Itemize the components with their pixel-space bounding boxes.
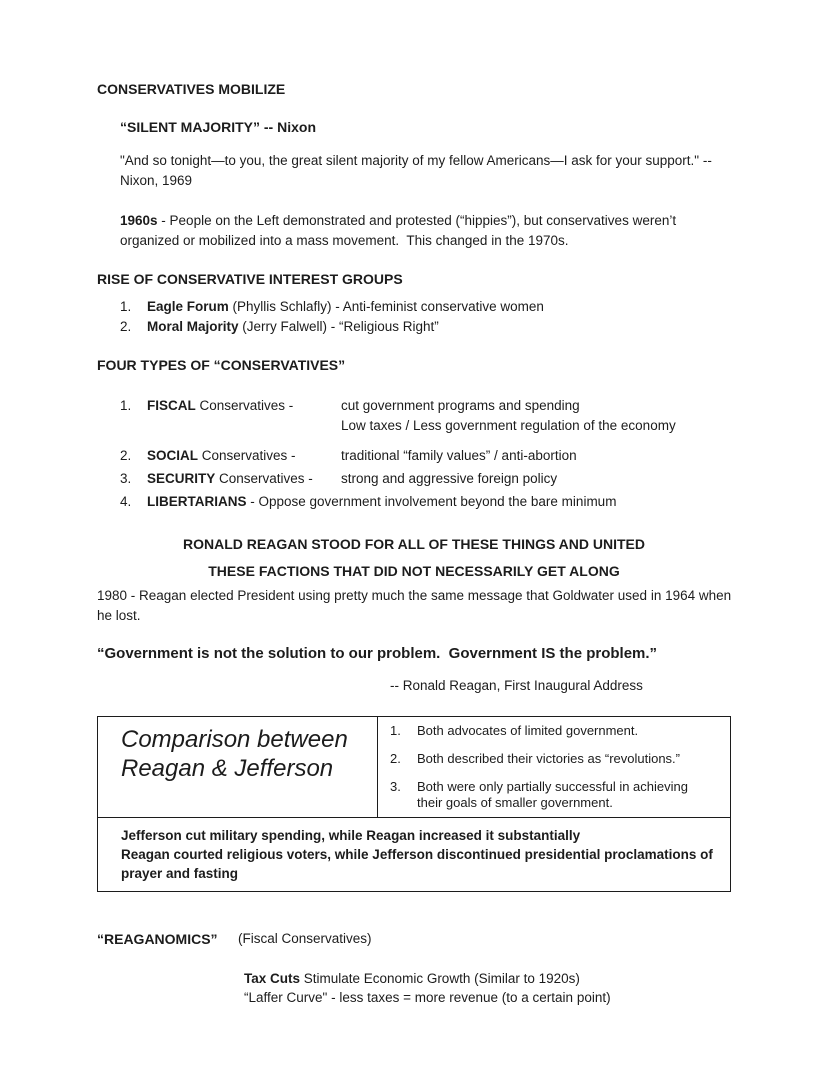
- nixon-quote: "And so tonight—to you, the great silent majority of my fellow Americans—I ask for your support." -- Nixon, 1969: [120, 153, 716, 188]
- comparison-differences-cell: [98, 818, 730, 891]
- list-number: 1.: [120, 299, 132, 314]
- conservative-type-item: [120, 396, 676, 436]
- comparison-table-top-row: [98, 717, 730, 818]
- notes-title: CONSERVATIVES MOBILIZE: [97, 81, 286, 97]
- interest-group-text: Eagle Forum (Phyllis Schlafly) - Anti-feminist conservative women: [147, 299, 544, 314]
- reaganomics-details: [244, 969, 611, 1007]
- inaugural-quote: “Government is not the solution to our problem. Government IS the problem.”: [97, 645, 658, 662]
- laffer-curve-line: “Laffer Curve" - less taxes = more revenue (to a certain point): [244, 990, 611, 1005]
- inaugural-attribution: -- Ronald Reagan, First Inaugural Address: [390, 678, 643, 693]
- comparison-title-cell: [98, 717, 378, 817]
- list-number: 2.: [120, 319, 132, 334]
- list-number: 3.: [390, 779, 401, 794]
- similarity-item: [390, 723, 724, 739]
- interest-groups-heading: RISE OF CONSERVATIVE INTEREST GROUPS: [97, 271, 403, 287]
- tax-cuts-line: Tax Cuts Stimulate Economic Growth (Similar to 1920s): [244, 971, 580, 986]
- list-number: 2.: [120, 448, 132, 463]
- type-label: SECURITY Conservatives -: [147, 471, 313, 486]
- election-1980-paragraph: 1980 - Reagan elected President using pretty much the same message that Goldwater used in 1964 when he lost.: [97, 588, 735, 623]
- list-number: 3.: [120, 471, 132, 486]
- list-number: 2.: [390, 751, 401, 766]
- type-label: LIBERTARIANS - Oppose government involvement beyond the bare minimum: [147, 494, 617, 509]
- reaganomics-heading: “REAGANOMICS”: [97, 931, 218, 947]
- type-label: SOCIAL Conservatives -: [147, 448, 296, 463]
- sixties-paragraph: [120, 211, 715, 251]
- interest-group-item: [120, 317, 439, 337]
- conservative-type-item: [120, 446, 577, 466]
- similarity-text: Both described their victories as “revolutions.”: [417, 751, 681, 766]
- list-number: 4.: [120, 494, 132, 509]
- comparison-title: Comparison between Reagan & Jefferson: [121, 726, 348, 782]
- similarity-item: [390, 779, 724, 811]
- list-number: 1.: [120, 398, 132, 413]
- conservative-type-item: [120, 469, 557, 489]
- type-description: traditional “family values” / anti-abortion: [341, 448, 577, 463]
- similarity-text: Both advocates of limited government.: [417, 723, 639, 738]
- reagan-banner-line2: THESE FACTIONS THAT DID NOT NECESSARILY GET ALONG: [208, 563, 620, 579]
- reagan-banner: [97, 531, 731, 585]
- difference-line: Jefferson cut military spending, while Reagan increased it substantially: [121, 828, 581, 843]
- interest-group-item: [120, 297, 544, 317]
- four-types-heading: FOUR TYPES OF “CONSERVATIVES”: [97, 357, 346, 373]
- reaganomics-subheading: (Fiscal Conservatives): [238, 931, 372, 946]
- type-description: cut government programs and spending Low taxes / Less government regulation of the economy: [341, 398, 676, 433]
- interest-group-text: Moral Majority (Jerry Falwell) - “Religious Right”: [147, 319, 439, 334]
- conservative-type-item: [120, 492, 616, 512]
- type-description: strong and aggressive foreign policy: [341, 471, 558, 486]
- silent-majority-heading: “SILENT MAJORITY” -- Nixon: [120, 119, 316, 135]
- comparison-table: [97, 716, 731, 892]
- type-label: FISCAL Conservatives -: [147, 398, 294, 413]
- reagan-banner-line1: RONALD REAGAN STOOD FOR ALL OF THESE THINGS AND UNITED: [182, 536, 645, 552]
- comparison-similarities-cell: [378, 717, 730, 817]
- sixties-lead: 1960s: [120, 213, 158, 228]
- sixties-text: - People on the Left demonstrated and protested (“hippies”), but conservatives weren’t organized or mobilized into a mass movement. This changed in the 1970s.: [120, 213, 680, 248]
- list-number: 1.: [390, 723, 401, 738]
- similarity-item: [390, 751, 724, 767]
- similarity-text: Both were only partially successful in achieving their goals of smaller government.: [417, 779, 688, 810]
- difference-line: Reagan courted religious voters, while Jefferson discontinued presidential proclamations of prayer and fasting: [121, 847, 713, 881]
